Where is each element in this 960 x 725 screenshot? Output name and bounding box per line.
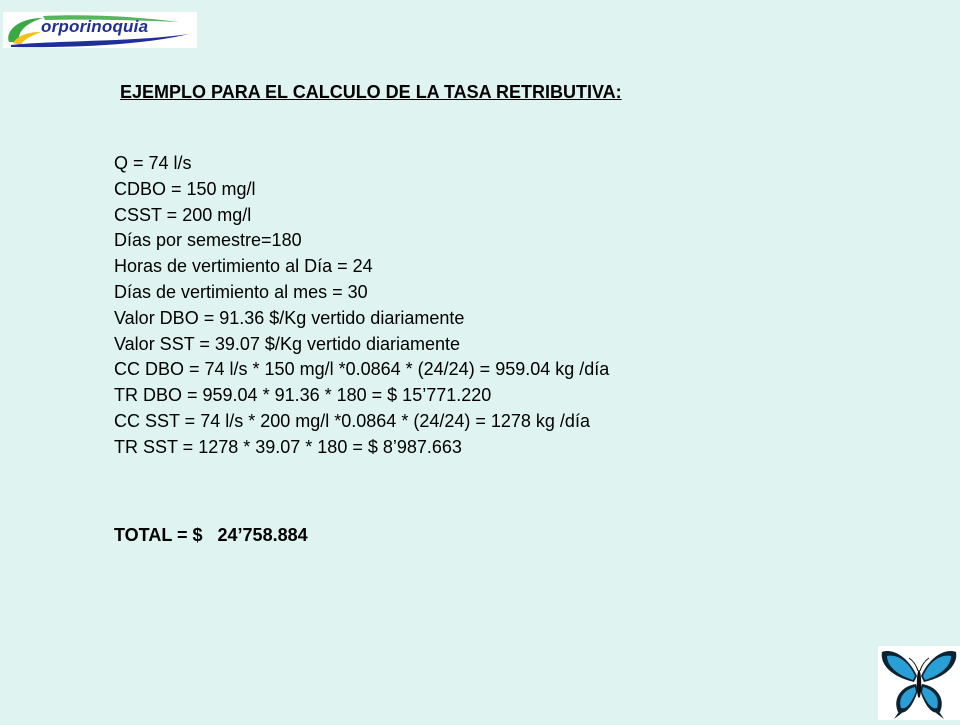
line-dias-semestre: Días por semestre=180 — [114, 230, 302, 251]
total-line: TOTAL = $ 24’758.884 — [114, 525, 308, 545]
line-cc-dbo: CC DBO = 74 l/s * 150 mg/l *0.0864 * (24/24) = 959.04 kg /día — [114, 359, 610, 380]
line-valor-sst: Valor SST = 39.07 $/Kg vertido diariamente — [114, 333, 461, 354]
butterfly-decoration — [878, 646, 960, 720]
butterfly-icon — [878, 646, 960, 720]
logo — [3, 12, 197, 48]
line-tr-sst: TR SST = 1278 * 39.07 * 180 = $ 8’987.663 — [114, 436, 462, 457]
line-cdbo: CDBO = 150 mg/l — [114, 178, 256, 199]
line-cc-sst: CC SST = 74 l/s * 200 mg/l *0.0864 * (24/24) = 1278 kg /día — [114, 410, 590, 431]
logo-text: orporinoquia — [41, 17, 149, 36]
calculation-lines — [114, 151, 609, 461]
line-valor-dbo: Valor DBO = 91.36 $/Kg vertido diariamente — [114, 307, 465, 328]
line-csst: CSST = 200 mg/l — [114, 204, 252, 225]
slide-title: EJEMPLO PARA EL CALCULO DE LA TASA RETRIBUTIVA: — [120, 82, 622, 102]
line-caudal: Q = 74 l/s — [114, 153, 192, 173]
line-tr-dbo: TR DBO = 959.04 * 91.36 * 180 = $ 15’771.220 — [114, 385, 492, 406]
line-horas-vertimiento: Horas de vertimiento al Día = 24 — [114, 256, 373, 277]
line-dias-vertimiento: Días de vertimiento al mes = 30 — [114, 281, 368, 302]
